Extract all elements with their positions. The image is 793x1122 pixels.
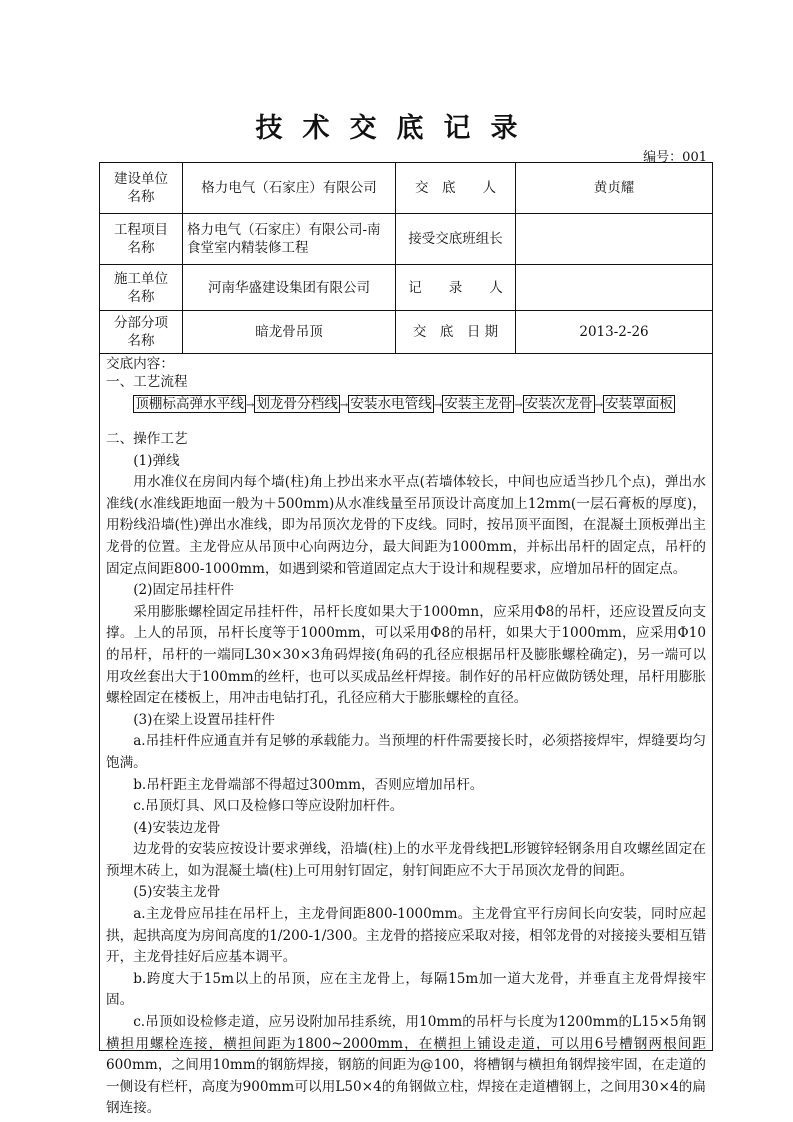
section-heading: 一、工艺流程 <box>106 374 188 390</box>
flow-step: 安装罩面板 <box>604 396 673 412</box>
value-cell <box>516 265 713 311</box>
paragraph: c.吊顶如设检修走道，应另设附加吊挂系统，用10mm的吊杆与长度为1200mm的L15×5角钢横担用螺栓连接，横担间距为1800~2000mm，在横担上铺设走道，可以用6号槽钢两根间距600mm，之间用10mm的钢筋焊接，钢筋的间距为@100，将槽钢与横担角钢焊接牢固，在走道的一侧设有栏杆，高度为900mm可以用L50×4的角钢做立柱，焊接在走道槽钢上，之间用30×4的扁钢连接。 <box>106 1014 706 1117</box>
content-heading: 交底内容： <box>106 356 174 372</box>
subsection-heading: (5)安装主龙骨 <box>133 884 221 901</box>
label-cell: 记 录 人 <box>396 265 516 311</box>
value-cell: 黄贞耀 <box>516 163 713 214</box>
flow-step: 安装次龙骨 <box>524 396 593 412</box>
arrow-icon: → <box>514 400 523 411</box>
document-title: 技术交底记录 <box>255 113 538 144</box>
value-cell: 2013-2-26 <box>516 311 713 354</box>
flow-step: 划龙骨分档线 <box>256 396 338 412</box>
label-cell: 交 底 人 <box>396 163 516 214</box>
arrow-icon: → <box>433 400 443 411</box>
process-flow <box>106 391 706 419</box>
value-cell: 河南华盛建设集团有限公司 <box>183 265 396 311</box>
label-cell: 工程项目名称 <box>100 214 183 265</box>
value-cell: 格力电气（石家庄）有限公司 <box>183 163 396 214</box>
paragraphs <box>106 451 706 1120</box>
arrow-icon: → <box>594 400 603 411</box>
label-cell: 交 底 日 期 <box>396 311 516 354</box>
paragraph: a.吊挂杆件应通直并有足够的承载能力。当预埋的杆件需要接长时，必须搭接焊牢，焊缝要均匀饱满。 <box>106 733 706 771</box>
value-cell: 暗龙骨吊顶 <box>183 311 396 354</box>
value-cell: 格力电气（石家庄）有限公司-南食堂室内精装修工程 <box>183 214 396 265</box>
subsection-heading: (1)弹线 <box>133 452 180 469</box>
subsection-heading: (4)安装边龙骨 <box>133 819 221 836</box>
label-cell: 分部分项名称 <box>100 311 183 354</box>
info-table <box>99 162 713 354</box>
paragraph: a.主龙骨应吊挂在吊杆上，主龙骨间距800-1000mm。主龙骨宜平行房间长向安装，同时应起拱，起拱高度为房间高度的1/200-1/300。主龙骨的搭接应采取对接，相邻龙骨的对接接头要相互错开，主龙骨挂好后应基本调平。 <box>106 906 706 966</box>
flow-step: 顶棚标高弹水平线 <box>135 396 244 412</box>
serial-number: 编号：001 <box>643 150 707 165</box>
paragraph: c.吊顶灯具、风口及检修口等应设附加杆件。 <box>133 798 404 815</box>
paragraph: 边龙骨的安装应按设计要求弹线，沿墙(柱)上的水平龙骨线把L形镀锌轻钢条用自攻螺丝固定在预埋木砖上，如为混凝土墙(柱)上可用射钉固定，射钉间距应不大于吊顶次龙骨的间距。 <box>106 841 706 879</box>
content-section <box>99 353 713 1117</box>
section-heading: 二、操作工艺 <box>106 431 188 447</box>
flow-step: 安装主龙骨 <box>444 396 513 412</box>
label-cell: 建设单位名称 <box>100 163 183 214</box>
paragraph: b.吊杆距主龙骨端部不得超过300mm，否则应增加吊杆。 <box>133 776 484 793</box>
label-cell: 接受交底班组长 <box>396 214 516 265</box>
subsection-heading: (3)在梁上设置吊挂杆件 <box>133 711 275 728</box>
flow-step: 安装水电管线 <box>350 396 432 412</box>
subsection-heading: (2)固定吊挂杆件 <box>133 582 235 599</box>
paragraph: 用水准仪在房间内每个墙(柱)角上抄出来水平点(若墙体较长，中间也应适当抄几个点)，弹出水准线(水准线距地面一般为＋500mm)从水准线量至吊顶设计高度加上12mm(一层石膏板的厚度)，用粉线沿墙(性)弹出水准线，即为吊顶次龙骨的下皮线。同时，按吊顶平面图，在混凝土顶板弹出主龙骨的位置。主龙骨应从吊顶中心向两边分，最大间距为1000mm，并标出吊杆的固定点，吊杆的固定点间距800-1000mm，如遇到梁和管道固定点大于设计和规程要求，应增加吊杆的固定点。 <box>106 474 706 577</box>
arrow-icon: → <box>245 400 255 411</box>
label-cell: 施工单位名称 <box>100 265 183 311</box>
paragraph: 采用膨胀螺栓固定吊挂杆件，吊杆长度如果大于1000mn，应采用Φ8的吊杆，还应设置反向支撑。上人的吊顶，吊杆长度等于1000mm，可以采用Φ8的吊杆，如果大于1000mm，应采用Φ10的吊杆，吊杆的一端同L30×30×3角码焊接(角码的孔径应根据吊杆及膨胀螺栓确定)，另一端可以用攻丝套出大于100mm的丝杆，也可以买成品丝杆焊接。制作好的吊杆应做防锈处理，吊杆用膨胀螺栓固定在楼板上，用冲击电钻打孔，孔径应稍大于膨胀螺栓的直径。 <box>106 603 706 707</box>
paragraph: b.跨度大于15m以上的吊顶，应在主龙骨上，每隔15m加一道大龙骨，并垂直主龙骨焊接牢固。 <box>106 970 706 1009</box>
value-cell <box>516 214 713 265</box>
arrow-icon: → <box>339 400 349 411</box>
